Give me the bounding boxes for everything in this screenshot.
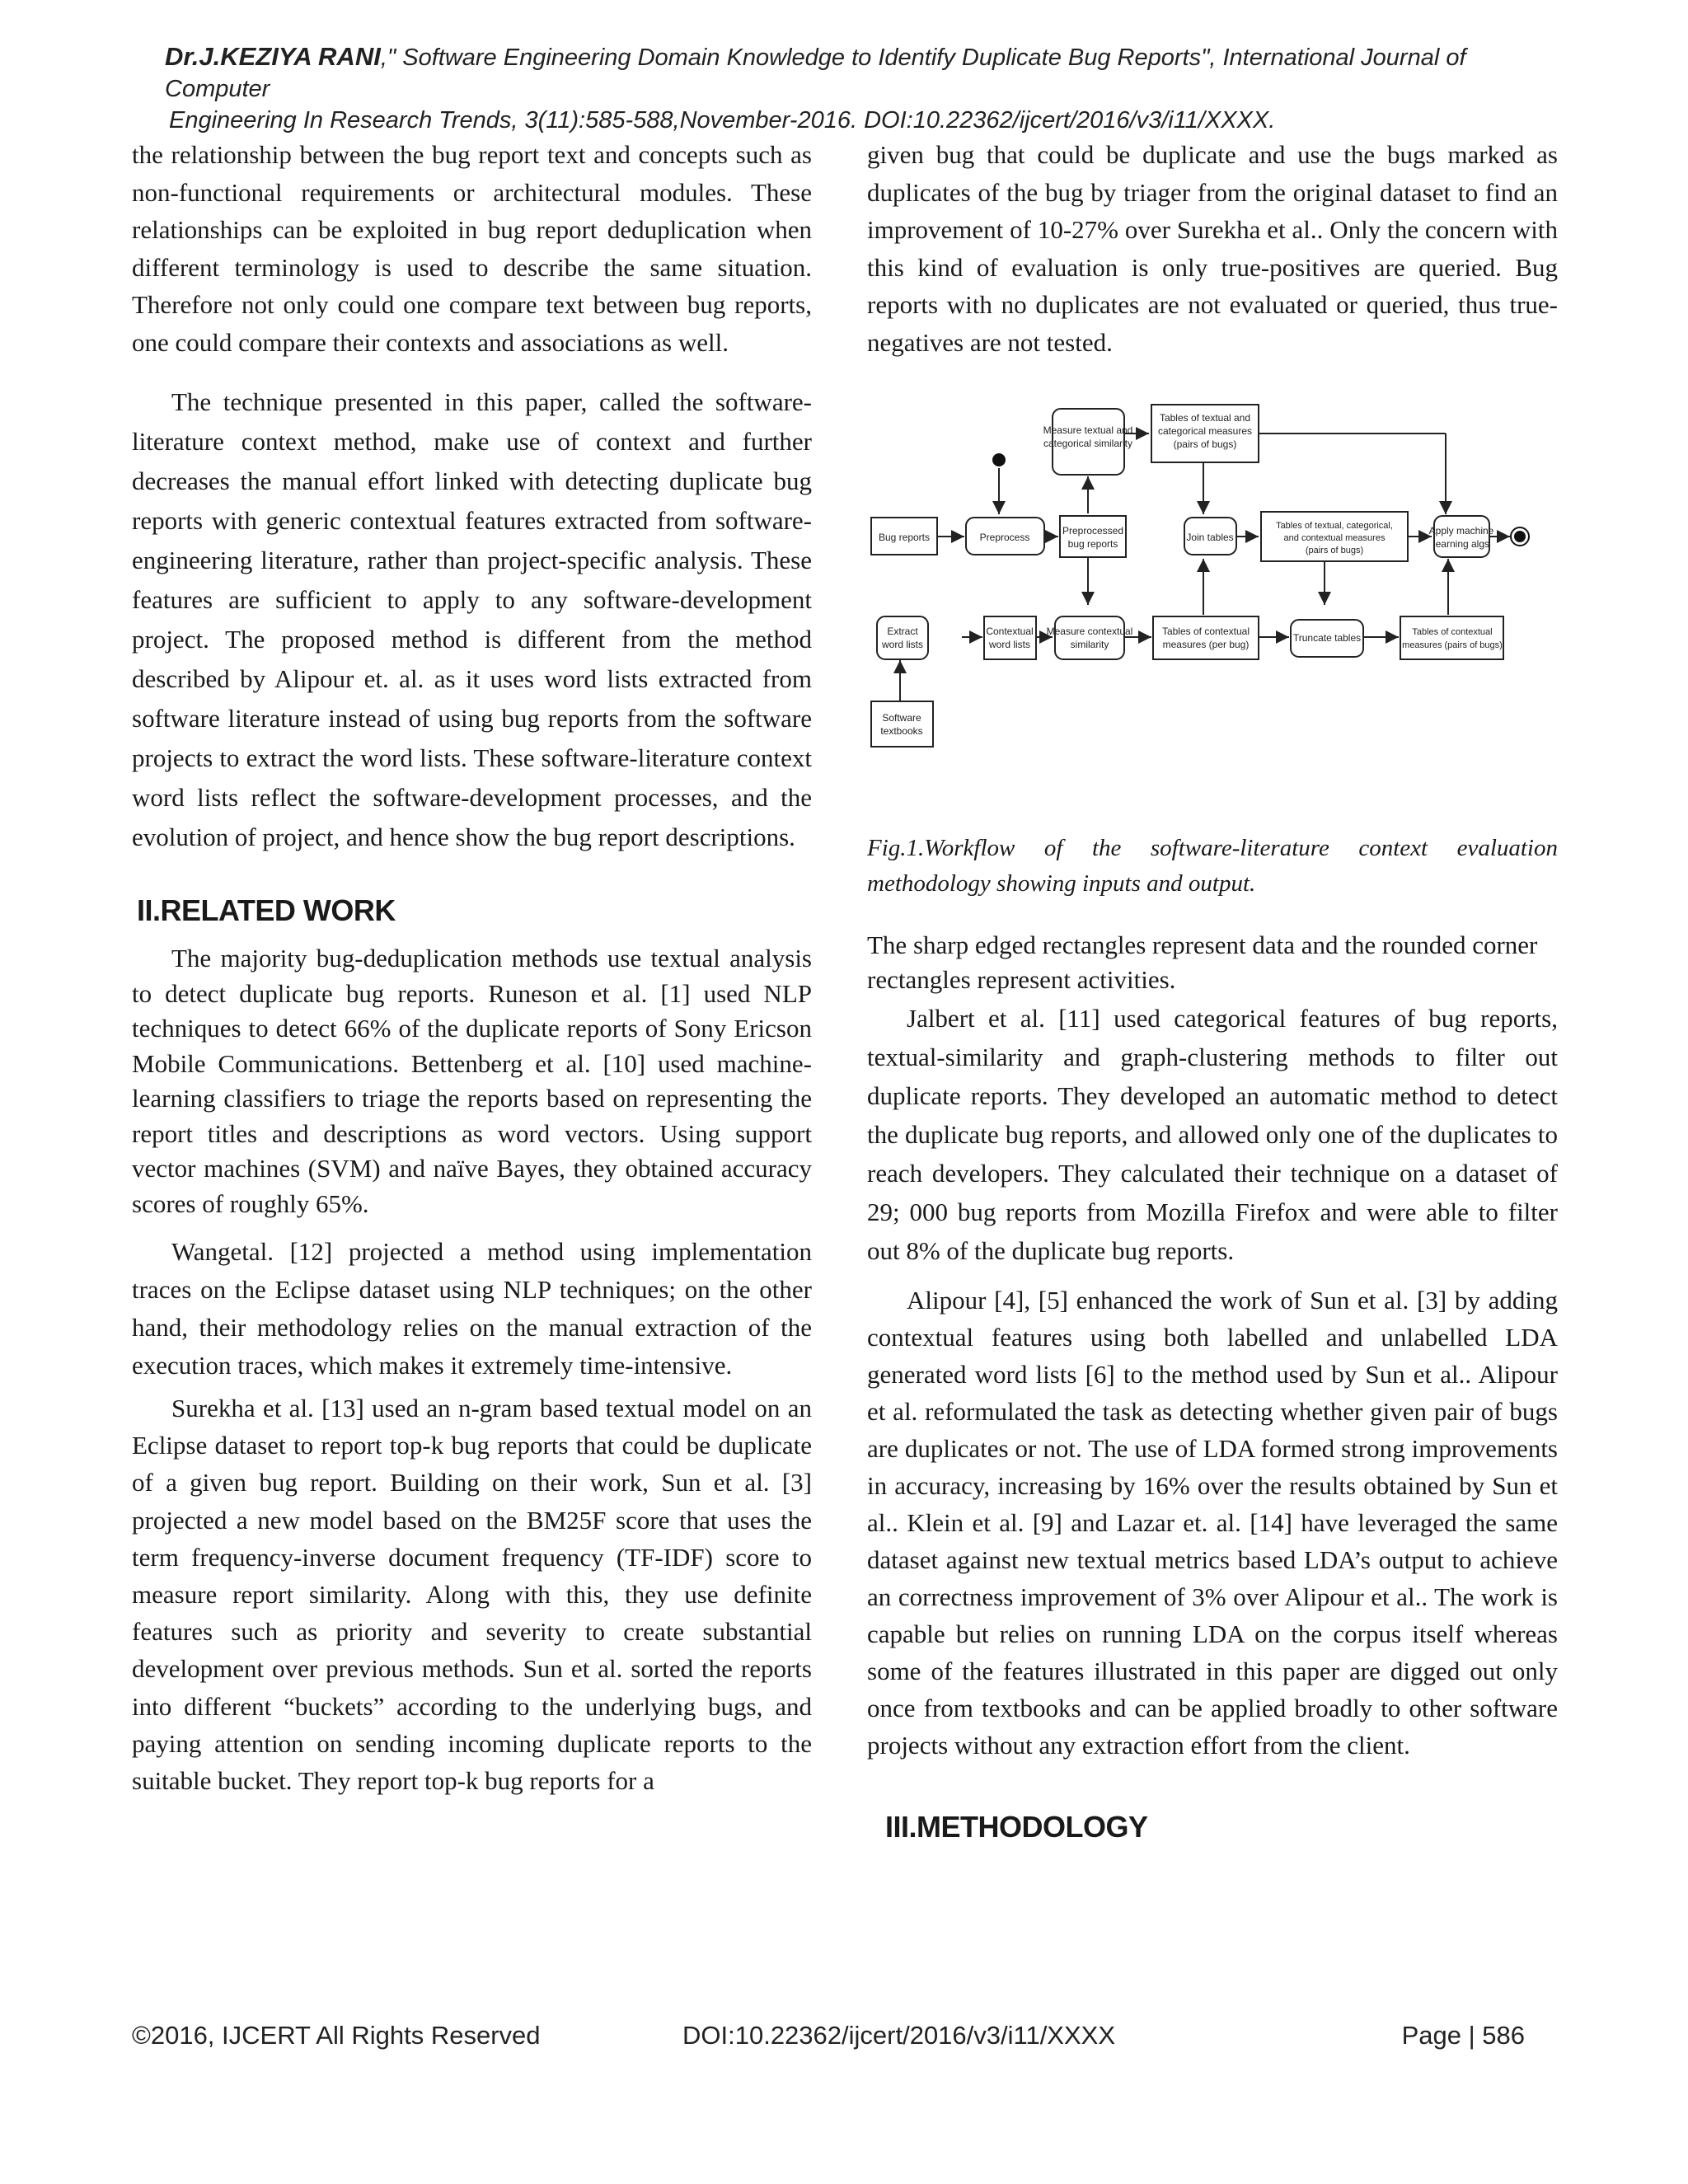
label-contextual-word-1: Contextual xyxy=(986,626,1034,637)
left-paragraph-2: The technique presented in this paper, called the software-literature context method, make use of context and further decreases the manual effort linked with detecting duplicate bug reports with generic contextual features extracted from software-engineering literature, rather than project-specific analysis. These features are sufficient to apply to any software-development project. The proposed method is different from the method described by Alipour et. al. as it uses word lists extracted from software literature instead of using bug reports from the software projects to extract the word lists. These software-literature context word lists reflect the software-development processes, and the evolution of project, and hence show the bug report descriptions. xyxy=(132,387,812,851)
label-tables-all-2: and contextual measures xyxy=(1283,533,1386,543)
node-tables-contextual-per xyxy=(1153,616,1259,659)
header-citation-line1: ," Software Engineering Domain Knowledge to Identify Duplicate Bug Reports", International Journal of Computer xyxy=(165,45,1466,102)
node-preprocessed xyxy=(1060,516,1126,557)
label-software-textbooks-1: Software xyxy=(882,712,921,724)
svg-text:Bug reports xyxy=(879,532,930,543)
section-title-methodology: III.METHODOLOGY xyxy=(885,1810,1148,1844)
left-paragraph-5: Surekha et al. [13] used an n-gram based textual model on an Eclipse dataset to report top-k bug reports that could be duplicate of a given bug report. Building on their work, Sun et al. [3] projected a new model based on the BM25F score that uses the term frequency-inverse document frequency (TF-IDF) score to measure report similarity. Along with this, they use definite features such as priority and severity to create substantial development over previous methods. Sun et al. sorted the reports into different “buckets” according to the underlying bugs, and paying attention on sending incoming duplicate reports to the suitable bucket. They report top-k bug reports for a xyxy=(132,1394,812,1796)
label-measure-textual-2: categorical similarity xyxy=(1043,438,1133,449)
label-preprocessed-2: bug reports xyxy=(1067,538,1118,550)
label-truncate: Truncate tables xyxy=(1292,632,1362,644)
label-tables-textual-2: categorical measures xyxy=(1157,425,1253,437)
label-apply-ml-2: learning algs xyxy=(1432,538,1490,550)
right-paragraph-3: Jalbert et al. [11] used categorical features of bug reports, textual-similarity and graph-clustering methods to filter out duplicate reports. They developed an automatic method to detect the duplicate bug reports, and allowed only one of the duplicates to reach developers. They calculated their technique on a dataset of 29; 000 bug reports from Mozilla Firefox and were able to filter out 8% of the duplicate bug reports. xyxy=(867,1004,1558,1265)
running-header xyxy=(165,41,1566,136)
header-author: Dr.J.KEZIYA RANI xyxy=(165,42,381,71)
figure-caption: Fig.1.Workflow of the software-literature context evaluation methodology showing inputs and output. xyxy=(867,835,1558,897)
label-preprocessed-1: Preprocessed xyxy=(1062,525,1124,537)
label-tables-textual-1: Tables of textual and xyxy=(1159,412,1251,424)
footer-copyright: ©2016, IJCERT All Rights Reserved xyxy=(132,2021,541,2050)
footer-doi: DOI:10.22362/ijcert/2016/v3/i11/XXXX xyxy=(682,2021,1116,2050)
label-measure-textual-1: Measure textual and xyxy=(1043,424,1133,436)
node-contextual-word xyxy=(984,616,1036,659)
node-apply-ml xyxy=(1434,516,1489,557)
left-paragraph-1: the relationship between the bug report text and concepts such as non-functional requirements or architectural modules. These relationships can be exploited in bug report deduplication when different terminology is used to describe the same situation. Therefore not only could one compare text between bug reports, one could compare their contexts and associations as well. xyxy=(132,140,812,357)
right-column xyxy=(867,136,1558,1844)
label-tables-contextual-per-2: measures (per bug) xyxy=(1162,639,1250,650)
label-measure-contextual-1: Measure contextual xyxy=(1046,626,1133,637)
right-paragraph-1: given bug that could be duplicate and use the bugs marked as duplicates of the bug by triager from the original dataset to find an improvement of 10-27% over Surekha et al.. Only the concern with this kind of evaluation is only true-positives are queried. Bug reports with no duplicates are not evaluated or queried, thus true-negatives are not tested. xyxy=(867,140,1558,357)
node-software-textbooks xyxy=(871,701,933,747)
section-title-related-work: II.RELATED WORK xyxy=(137,893,396,927)
right-paragraph-2: The sharp edged rectangles represent data and the rounded corner rectangles represent activities. xyxy=(867,930,1538,994)
label-apply-ml-1: Apply machine xyxy=(1428,525,1494,537)
label-extract-word-1: Extract xyxy=(887,626,918,637)
label-bug-reports: Bug reports xyxy=(878,532,931,543)
label-software-textbooks-2: textbooks xyxy=(880,725,923,737)
label-extract-word-2: word lists xyxy=(881,639,924,650)
node-tables-contextual-pairs xyxy=(1400,616,1503,659)
start-node-icon xyxy=(992,453,1006,466)
left-paragraph-4: Wangetal. [12] projected a method using implementation traces on the Eclipse dataset using NLP techniques; on the other hand, their methodology relies on the manual extraction of the execution traces, which makes it extremely time-intensive. xyxy=(132,1237,812,1380)
label-tables-contextual-per-1: Tables of contextual xyxy=(1161,626,1250,637)
label-tables-contextual-pairs-1: Tables of contextual xyxy=(1412,627,1493,637)
label-tables-all-1: Tables of textual, categorical, xyxy=(1276,521,1393,531)
svg-text:Preprocess xyxy=(980,532,1030,543)
workflow-figure xyxy=(867,401,1558,788)
node-extract-word xyxy=(877,616,928,659)
svg-text:Join tables xyxy=(1186,532,1233,543)
label-measure-contextual-2: similarity xyxy=(1070,639,1109,650)
label-contextual-word-2: word lists xyxy=(988,639,1031,650)
left-paragraph-3: The majority bug-deduplication methods use textual analysis to detect duplicate bug reports. Runeson et al. [1] used NLP techniques to detect 66% of the duplicate reports of Sony Ericson Mobile Communications. Bettenberg et al. [10] used machine-learning classifiers to triage the reports based on representing the report titles and descriptions as word vectors. Using support vector machines (SVM) and naïve Bayes, they obtained accuracy scores of roughly 65%. xyxy=(132,944,812,1218)
workflow-diagram xyxy=(867,401,1558,788)
left-column xyxy=(132,136,812,1799)
header-citation-line2: Engineering In Research Trends, 3(11):585-588,November-2016. DOI:10.22362/ijcert/2016/v3/i11/XXXX. xyxy=(169,107,1276,134)
footer-page-number: Page | 586 xyxy=(1401,2021,1525,2050)
label-preprocess: Preprocess xyxy=(979,532,1030,543)
right-paragraph-4: Alipour [4], [5] enhanced the work of Sun et al. [3] by adding contextual features using both labelled and unlabelled LDA generated word lists [6] to the method used by Sun et al.. Alipour et al. reformulated the task as detecting whether given pair of bugs are duplicates or not. The use of LDA formed strong improvements in accuracy, increasing by 16% over the results obtained by Sun et al.. Klein et al. [9] and Lazar et. al. [14] have leveraged the same dataset against new textual metrics based LDA’s output to achieve an correctness improvement of 3% over Alipour et al.. The work is capable but relies on running LDA on the corpus itself whereas some of the features illustrated in this paper are digged out only once from textbooks and can be applied broadly to other software projects without any extraction effort from the client. xyxy=(867,1286,1558,1760)
svg-text:Truncate tables xyxy=(1293,632,1361,644)
label-tables-contextual-pairs-2: measures (pairs of bugs) xyxy=(1402,640,1503,650)
label-join-tables: Join tables xyxy=(1186,532,1234,543)
label-tables-all-3: (pairs of bugs) xyxy=(1305,546,1364,555)
node-measure-contextual xyxy=(1055,616,1124,659)
label-tables-textual-3: (pairs of bugs) xyxy=(1173,438,1237,450)
